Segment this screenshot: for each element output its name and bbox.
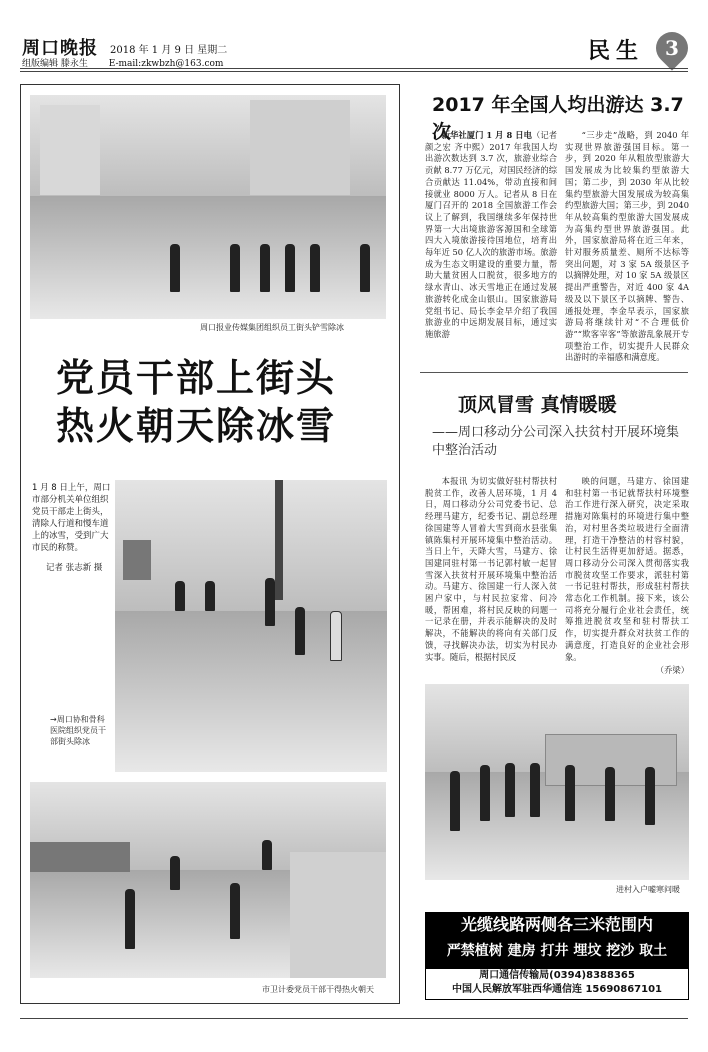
section-divider [420, 372, 688, 373]
page-number: 3 [665, 36, 679, 60]
feature-reporter: 记者 张志新 摄 [46, 563, 103, 573]
village-photo [425, 684, 689, 880]
article1-col1-text: （记者 颜之宏 齐中熙）2017 年我国人均出游次数达到 3.7 次，旅游业综合贡献 8.77 万亿元，对国民经济的综合贡献达 11.04%，带动直接和间接就业 8000 万人。记者从 8 日在厦门召开的 2018 全国旅游工作会议上了解到，我国继续多年保持世界第一大出境旅游客源国和全球第四大入境旅游接待国地位，培育出每年近 50 亿人次的旅游市场。旅游成为生态文明建设的重要力量，帮助大量贫困人口脱贫，很多地方的绿水青山、冰天雪地正在通过发展旅游转化成金山银山。国家旅游局党组书记、局长李金早介绍了我国旅游业的中远期发展目标，通过实施旅游 [425, 130, 557, 339]
article1-col2-text: “三步走”战略，到 2040 年实现世界旅游强国目标。第一步，到 2020 年从粗放型旅游大国发展成为比较集约型旅游大国；第二步，到 2030 年从比较集约型旅游大国发展成为较高集约型旅游大国；第三步，到 2040 年从较高集约型旅游大国发展成为高集约型世界旅游强国。此外，国家旅游局将在近三年来，针对服务质量差、厕所不达标等突出问题，对 3 家 5A 级景区予以摘牌处理，对 10 家 5A 级景区提出严重警告，对近 400 家 4A 级及以下景区予以摘牌、警告、通报处理，李金早表示，国家旅游局将继续针对“不合理低价游”“欺客宰客”等旅游乱象展开专项整治工作，切实提升人民群众出游时的幸福感和满意度。 [565, 130, 689, 363]
feature-intro: 1 月 8 日上午，周口市部分机关单位组织党员干部走上街头，清除人行道和慢车道上的冰雪，受到广大市民的称赞。 [32, 483, 111, 553]
middle-photo [115, 480, 387, 772]
article2-subtitle: ——周口移动分公司深入扶贫村开展环境集中整治活动 [432, 425, 680, 458]
article2-column1 [425, 476, 557, 663]
page-number-badge [649, 25, 694, 70]
bottom-photo [30, 782, 386, 978]
article2-col2-text: 映的问题，马建方、徐国建和驻村第一书记就帮扶村环境整治工作进行深入研究，决定采取措施对陈集村的环境进行集中整治，对村里各类垃圾进行全面清理，打造干净整洁的村容村貌，让村民生活得更加舒适。据悉，周口移动分公司深入贯彻落实我市脱贫攻坚工作要求，派驻村第一书记驻村帮扶，形成驻村帮扶常态化工作机制。接下来，该公司将充分履行企业社会责任，统筹推进脱贫攻坚和驻村帮扶工作，切实提升群众对扶贫工作的满意度，打造良好的企业社会形象。 [565, 476, 689, 662]
editor-name: 组版编辑 滕永生 [22, 59, 88, 69]
feature-headline-line2: 热火朝天除冰雪 [56, 404, 337, 448]
bottom-photo-caption: 市卫计委党员干部干得热火朝天 [262, 985, 374, 994]
article1-dateline: 新华社厦门 1 月 8 日电 [441, 130, 532, 140]
cable-notice-contacts [425, 968, 689, 1000]
article1-column2 [565, 130, 689, 364]
ad-line2: 严禁植树 建房 打井 埋坟 挖沙 取土 [446, 943, 668, 959]
feature-headline-line1: 党员干部上街头 [56, 356, 337, 400]
footer-rule [20, 1018, 688, 1019]
article2-author: （乔梁） [655, 665, 689, 676]
issue-date: 2018 年 1 月 9 日 星期二 [110, 45, 228, 56]
article2-column2 [565, 476, 689, 677]
ad-line3: 周口通信传输局(0394)8388365 [479, 970, 635, 981]
section-title: 民生 [588, 38, 645, 64]
header-rule-2 [20, 71, 688, 72]
village-photo-caption: 进村入户嘘寒问暖 [616, 885, 680, 894]
top-photo [30, 95, 386, 319]
newspaper-logo: 周口晚报 [22, 38, 98, 59]
cable-notice-ad [425, 912, 689, 968]
header-rule [20, 68, 688, 69]
article2-col1-text: 本报讯 为切实做好驻村帮扶村脱贫工作，改善人居环境，1 月 4 日，周口移动分公司党委书记、总经理马建方，纪委书记、副总经理徐国建等人冒着大雪到商水县张集镇陈集村开展环境集中整治活动。当日上午，天降大雪，马建方、徐国建同驻村第一书记郭村敏一起冒雪深入扶贫村开展环境集中整治活动。马建方、徐国建一行人深入贫困户家中，与村民拉家常、问冷暖，帮困难，将村民反映的问题一一记录在册，并表示能解决的及时解决，不能解决的将向有关部门反馈，寻找解决办法，切实为村民办实事。随后，根据村民反 [425, 476, 557, 662]
article1-title: 2017 年全国人均出游达 3.7 次 [432, 94, 684, 143]
ad-line4: 中国人民解放军驻西华通信连 15690867101 [451, 984, 663, 995]
top-photo-caption: 周口报业传媒集团组织员工街头铲雪除冰 [200, 323, 344, 332]
middle-photo-caption: →周口协和骨科医院组织党员干部街头除冰 [50, 715, 106, 746]
editor-email: E-mail:zkwbzh@163.com [108, 59, 224, 69]
article1-column1 [425, 130, 557, 341]
article2-title: 顶风冒雪 真情暖暖 [458, 394, 617, 416]
ad-line1: 光缆线路两侧各三米范围内 [460, 915, 653, 934]
